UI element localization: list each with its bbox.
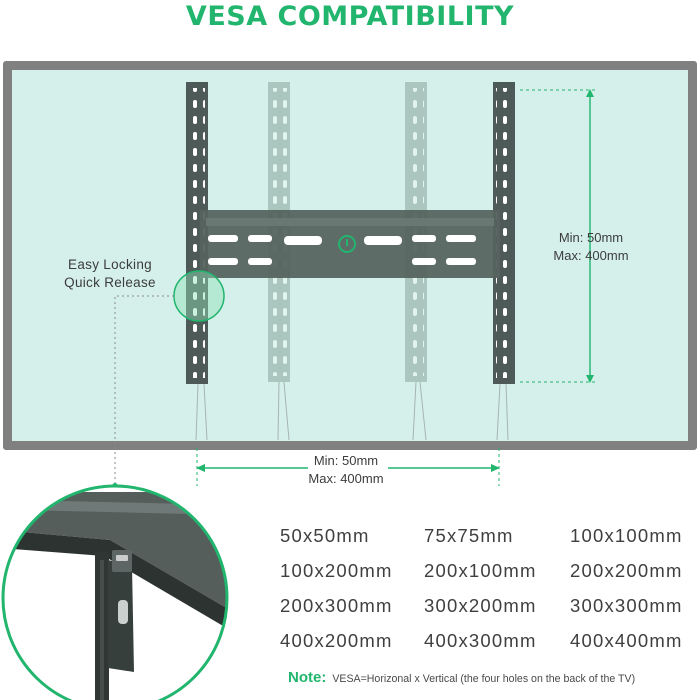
vesa-size: 300x200mm: [424, 595, 537, 616]
vertical-min: Min: 50mm: [558, 230, 624, 245]
vesa-size: 200x200mm: [570, 560, 683, 581]
vesa-size: 200x100mm: [424, 560, 537, 581]
vesa-size: 75x75mm: [424, 525, 514, 546]
horizontal-min: Min: 50mm: [313, 453, 379, 468]
vesa-size: 100x100mm: [570, 525, 683, 546]
vesa-size: 50x50mm: [280, 525, 370, 546]
note-label: Note:: [288, 669, 327, 686]
vesa-size: 400x400mm: [570, 630, 683, 651]
vesa-size-grid: [280, 521, 700, 656]
callout-line-1: Easy Locking: [68, 257, 152, 272]
vesa-size: 200x300mm: [280, 595, 393, 616]
horizontal-max: Max: 400mm: [308, 471, 384, 486]
vesa-size: 300x300mm: [570, 595, 683, 616]
callout-line-2: Quick Release: [64, 275, 156, 290]
zoom-detail-view: [0, 486, 230, 700]
easy-locking-label: [58, 256, 162, 292]
vertical-max: Max: 400mm: [553, 248, 629, 263]
page-title: VESA COMPATIBILITY: [185, 1, 515, 32]
vesa-note: [288, 668, 700, 689]
vertical-range-label: [536, 229, 646, 265]
vesa-size: 400x200mm: [280, 630, 393, 651]
note-text: VESA=Horizonal x Vertical (the four holes on the back of the TV): [332, 673, 636, 685]
vesa-size: 100x200mm: [280, 560, 393, 581]
horizontal-range-label: [286, 452, 406, 488]
vesa-size: 400x300mm: [424, 630, 537, 651]
